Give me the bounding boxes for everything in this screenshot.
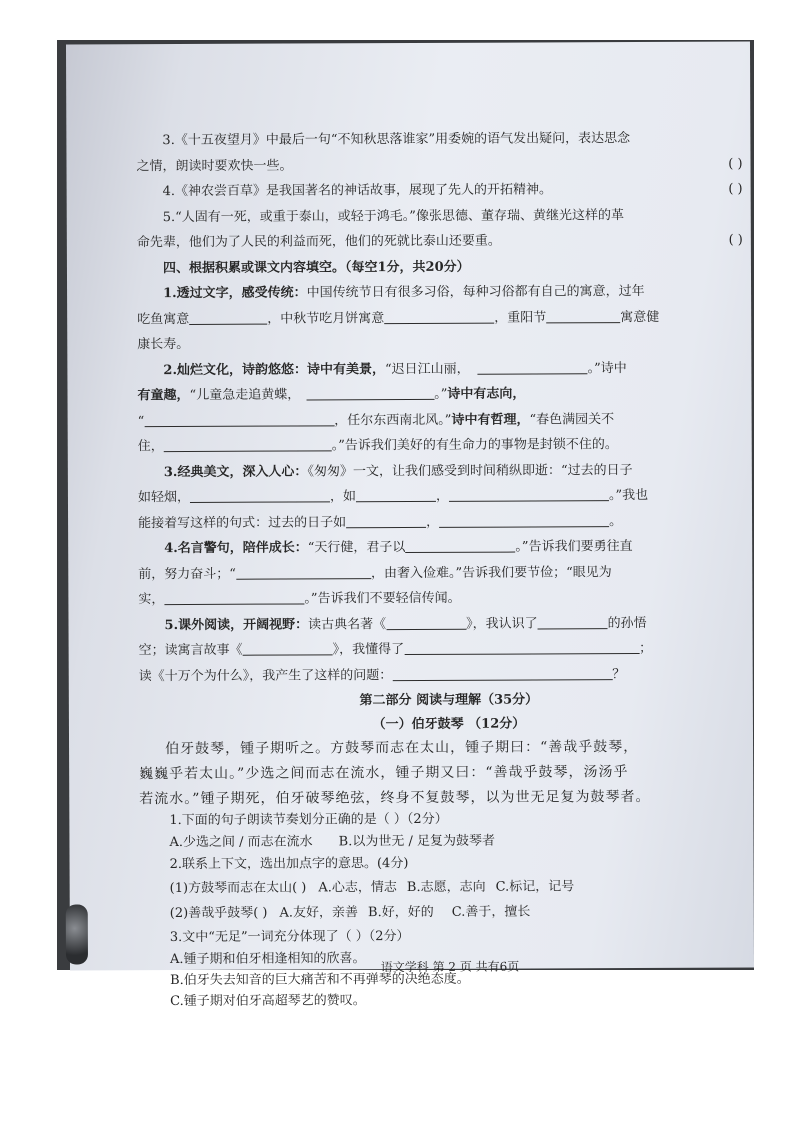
reading-q1-options	[139, 829, 759, 854]
blank[interactable]	[346, 511, 426, 527]
blank[interactable]	[384, 307, 494, 323]
option-c[interactable]: C.善于，擅长	[451, 904, 531, 920]
option-c[interactable]: C.标记，记号	[495, 878, 575, 895]
section-4-heading: 四、根据积累或课文内容填空。（每空1分，共20分）	[162, 259, 470, 276]
blank[interactable]	[144, 410, 334, 427]
passage-line-1: 伯牙鼓琴，锺子期听之。方鼓琴而志在太山，锺子期曰：“善哉乎鼓琴，	[165, 738, 639, 757]
answer-paren[interactable]: ( )	[728, 181, 743, 197]
binder-clip	[66, 904, 88, 964]
blank[interactable]	[546, 307, 620, 323]
fill-q1-line1: 1.透过文字，感受传统：中国传统节日有很多习俗，每种习俗都有自己的寓意，过年	[163, 283, 645, 302]
blank[interactable]	[386, 613, 466, 629]
reading-q3-option-a[interactable]: A.锺子期和伯牙相逢相知的欣喜。	[169, 950, 366, 967]
judge-item-5-line1: 5.“人固有一死，或重于泰山，或轻于鸿毛。”像张思德、董存瑞、黄继光这样的革	[162, 207, 624, 225]
fill-q3-line2: 如轻烟， ，如 ， 。”我也	[138, 482, 758, 510]
fill-q5-line3: 读《十万个为什么》，我产生了这样的问题： ？	[139, 661, 759, 689]
blank[interactable]	[356, 486, 436, 502]
fill-q4-line3: 实， 。”告诉我们不要轻信传闻。	[138, 584, 758, 612]
fill-q3-line3: 能接着写这样的句式：过去的日子如 ， 。	[138, 508, 758, 536]
judge-item-3-line1: 3.《十五夜望月》中最后一句“不知秋思落谁家”用委婉的语气发出疑问，表达思念	[162, 131, 631, 149]
reading-q3-option-b[interactable]: B.伯牙失去知音的巨大痛苦和不再弹琴的决绝态度。	[170, 971, 470, 988]
judge-item-3-line2: 之情，朗读时要欢快一些。 ( )	[136, 151, 756, 179]
fill-q3-line1: 3.经典美文，深入人心：《匆匆》一文，让我们感受到时间稍纵即逝：“过去的日子	[163, 462, 633, 480]
blank[interactable]	[478, 358, 588, 374]
reading-q2-row1: (1)方鼓琴而志在太山( ) A.心志，情志 B.志愿，志向 C.标记，记号	[169, 878, 575, 896]
judge-item-5-line2: 命先辈，他们为了人民的利益而死，他们的死就比泰山还要重。 ( )	[137, 227, 757, 255]
blank[interactable]	[538, 613, 608, 629]
fill-q5-line1: 5.课外阅读，开阔视野：读古典名著《 》，我认识了 的孙悟	[138, 610, 758, 638]
fill-q2-line1: 2.灿烂文化，诗韵悠悠：诗中有美景，“迟日江山丽， 。”诗中	[137, 355, 757, 383]
fill-q4-line1: 4.名言警句，陪伴成长：“天行健，君子以 。”告诉我们要勇往直	[138, 533, 758, 561]
option-b[interactable]: B.以为世无 / 足复为鼓琴者	[338, 833, 496, 849]
sheet-content	[136, 125, 760, 1011]
reading-q1: 1.下面的句子朗读节奏划分正确的是（ ）（2分）	[169, 811, 448, 828]
option-a[interactable]: A.友好，亲善	[279, 905, 359, 921]
part-2-title: 第二部分 阅读与理解（35分）	[359, 692, 539, 709]
fill-q2-line2: 有童趣，“儿童急走追黄蝶， 。”诗中有志向，	[137, 380, 757, 408]
fill-q1-line3: 康长寿。	[137, 336, 190, 353]
blank[interactable]	[236, 563, 371, 580]
fill-q4-line2: 前，努力奋斗；“ ，由奢入俭难。”告诉我们要节俭；“眼见为	[138, 564, 612, 582]
passage-title: （一）伯牙鼓琴 （12分）	[372, 715, 526, 732]
blank[interactable]	[243, 639, 333, 655]
option-a[interactable]: A.心志，情志	[318, 879, 397, 895]
reading-q2: 2.联系上下文，选出加点字的意思。(4分)	[169, 855, 409, 872]
fill-q5-line2: 空；读寓言故事《 》，我懂得了 ；	[139, 635, 759, 663]
blank[interactable]	[392, 664, 612, 681]
blank[interactable]	[164, 435, 332, 452]
blank[interactable]	[190, 486, 330, 503]
fill-q2-line4: 住， 。”告诉我们美好的有生命力的事物是封锁不住的。	[137, 437, 618, 455]
answer-paren[interactable]: ( )	[728, 156, 743, 172]
fill-q1-line2: 吃鱼寓意 ，中秋节吃月饼寓意 ，重阳节 寓意健	[137, 304, 757, 332]
judge-item-4: 4.《神农尝百草》是我国著名的神话故事，展现了先人的开拓精神。 ( )	[137, 176, 757, 204]
blank[interactable]	[306, 384, 434, 401]
blank[interactable]	[404, 638, 639, 655]
reading-q3: 3.文中“无足”一词充分体现了（ ）（2分）	[169, 928, 410, 945]
blank[interactable]	[164, 588, 304, 605]
reading-q2-row2: (2)善哉乎鼓琴( ) A.友好，亲善 B.好，好的 C.善于，擅长	[169, 904, 531, 922]
option-a[interactable]: A.少选之间 / 而志在流水	[169, 833, 313, 850]
answer-paren[interactable]: ( )	[728, 232, 743, 248]
page-footer: 语文学科 第 2 页 共有6页	[380, 959, 520, 975]
fill-q2-line3: “ ，任尔东西南北风。”诗中有哲理，“春色满园关不	[137, 411, 615, 429]
passage-line-3: 若流水。”锺子期死，伯牙破琴绝弦，终身不复鼓琴，以为世无足复为鼓琴者。	[139, 788, 651, 807]
scanned-photo	[57, 40, 754, 1009]
exam-sheet	[66, 42, 754, 1009]
passage-line-2: 巍巍乎若太山。”少选之间而志在流水，锺子期又曰：“善哉乎鼓琴，汤汤乎	[139, 764, 629, 783]
option-b[interactable]: B.好，好的	[367, 904, 434, 921]
blank[interactable]	[439, 511, 609, 528]
reading-q3-option-c[interactable]: C.锺子期对伯牙高超琴艺的赞叹。	[170, 992, 366, 1009]
option-b[interactable]: B.志愿，志向	[406, 879, 486, 895]
blank[interactable]	[449, 485, 609, 502]
blank[interactable]	[405, 537, 515, 553]
blank[interactable]	[189, 308, 267, 324]
